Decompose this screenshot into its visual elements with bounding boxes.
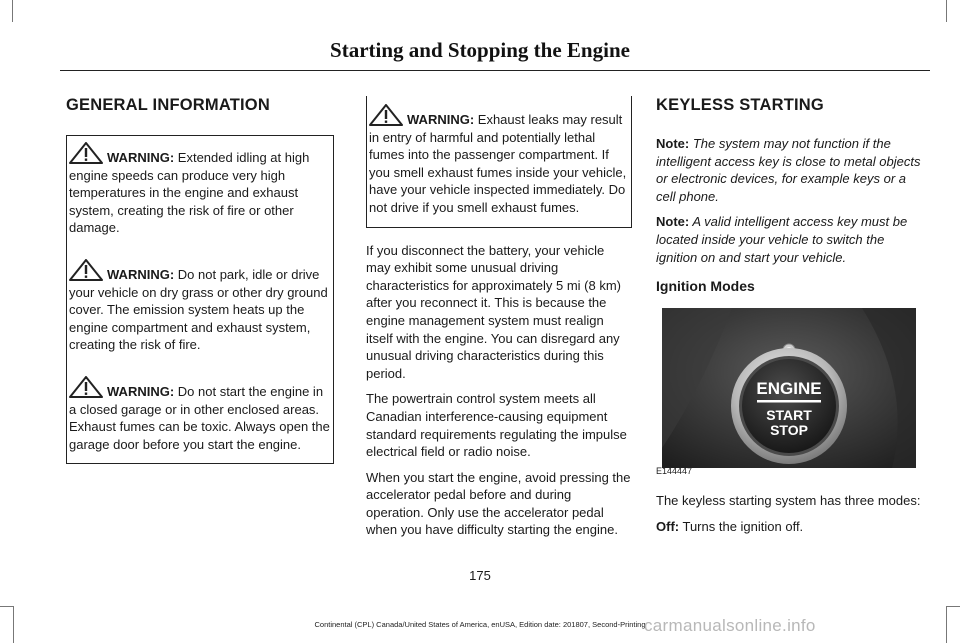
warning-item — [69, 136, 331, 237]
crop-mark — [946, 0, 947, 22]
warning-box — [366, 96, 632, 228]
crop-mark — [12, 0, 13, 22]
warning-text: Extended idling at high engine speeds can produce very high temperatures in the engine and exhaust system, creating the risk of fire or other damage. — [69, 150, 310, 236]
mode-off-paragraph — [656, 518, 928, 536]
warning-text: Do not start the engine in a closed garage or in other enclosed areas. Exhaust fumes can be toxic. Always open the garage door before you start the engine. — [69, 383, 330, 452]
section-heading: GENERAL INFORMATION — [66, 96, 270, 114]
note-label: Note: — [656, 136, 690, 151]
warning-label: WARNING: — [107, 150, 175, 165]
page-number: 175 — [469, 568, 491, 583]
mode-label: Off: — [656, 518, 680, 534]
button-label-engine: ENGINE — [756, 379, 822, 399]
warning-label: WARNING: — [107, 266, 175, 282]
note-text: The system may not function if the intelligent access key is close to metal objects or electronic devices, for example keys or a cell phone. — [656, 136, 921, 204]
warning-item — [369, 96, 629, 217]
header-rule — [60, 70, 930, 71]
warning-label: WARNING: — [407, 112, 475, 127]
warning-triangle-icon — [369, 104, 403, 126]
engine-start-stop-button-illustration — [662, 308, 916, 468]
ignition-button-figure — [656, 308, 916, 478]
note-paragraph — [656, 213, 928, 266]
button-label-start: START — [766, 407, 812, 424]
warning-triangle-icon — [69, 259, 103, 281]
crop-mark — [946, 606, 960, 607]
body-paragraph: The powertrain control system meets all Canadian interference-causing equipment standard requirements regulating the impulse electrical field or radio noise. — [366, 391, 627, 460]
note-paragraph — [656, 135, 928, 205]
column-keyless-starting — [656, 96, 928, 543]
watermark: carmanualsonline.info — [644, 616, 816, 635]
footer-edition-info: Continental (CPL) Canada/United States of America, enUSA, Edition date: 201807, Second-Printing — [314, 620, 646, 629]
warning-triangle-icon — [69, 142, 103, 164]
button-label-stop: STOP — [770, 422, 808, 439]
warning-box — [66, 135, 334, 464]
note-label: Note: — [656, 214, 690, 230]
warning-item — [69, 370, 331, 453]
page-title: Starting and Stopping the Engine — [330, 38, 630, 62]
warning-item — [69, 253, 331, 354]
warning-label: WARNING: — [107, 383, 175, 399]
warning-text: Exhaust leaks may result in entry of harmful and potentially lethal fumes into the passenger compartment. If you smell exhaust fumes inside your vehicle, have your vehicle inspected immediately. Do not drive if you smell exhaust fumes. — [369, 112, 627, 215]
subsection-heading: Ignition Modes — [656, 278, 755, 295]
column-middle — [366, 96, 632, 547]
body-paragraph: The keyless starting system has three modes: — [656, 493, 921, 509]
body-paragraph: If you disconnect the battery, your vehicle may exhibit some unusual driving characteristics for approximately 5 mi (8 km) after you reconnect it. This is because the engine management system must realign itself with the engine. You can disregard any unusual driving characteristics during this period. — [366, 242, 622, 381]
note-text: A valid intelligent access key must be located inside your vehicle to switch the ignition on and start your vehicle. — [656, 214, 908, 265]
body-paragraph: When you start the engine, avoid pressing the accelerator pedal before and during operation. Only use the accelerator pedal when you have difficulty starting the engine. — [366, 469, 631, 538]
crop-mark — [0, 606, 14, 607]
section-heading: KEYLESS STARTING — [656, 96, 824, 114]
column-general-information — [66, 96, 334, 464]
mode-text: Turns the ignition off. — [679, 518, 804, 534]
warning-triangle-icon — [69, 376, 103, 398]
warning-text: Do not park, idle or drive your vehicle on dry grass or other dry ground cover. The emission system heats up the engine compartment and exhaust system, creating the risk of fire. — [69, 266, 328, 353]
figure-id: E144447 — [656, 466, 693, 477]
